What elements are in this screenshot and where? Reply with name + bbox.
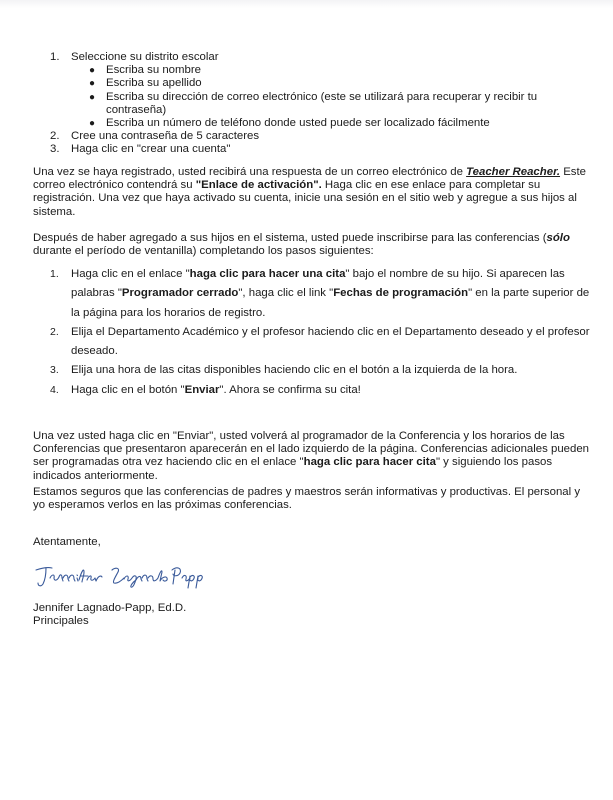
step-number: 3. [50,143,60,156]
step-text-part: Haga clic en el enlace " [71,268,190,280]
emphasis-only: sólo [546,232,570,244]
conference-step-3 [50,361,600,380]
substep-text: Escriba su nombre [106,64,201,77]
paragraph-text: durante el período de ventanilla) completando los pasos siguientes: [33,245,374,258]
step-text: Haga clic en "crear una cuenta" [71,143,231,156]
paragraph-text: Después de haber agregado a sus hijos en el sistema, usted puede inscribirse para las conferencias ( [33,232,547,244]
substep-text: Escriba su dirección de correo electrónico (este se utilizará para recuperar y recibir tu contraseña) [106,90,538,116]
step-number: 3. [50,364,59,377]
registration-steps-list [50,51,590,157]
activation-paragraph [33,166,593,219]
step-text: Elija una hora de las citas disponibles haciendo clic en el botón a la izquierda de la hora. [71,364,518,377]
conference-intro-paragraph [33,232,593,258]
step-text-part: " en la parte superior de la página para los horarios de registro. [71,287,590,319]
bullet-icon: ● [89,91,96,103]
paragraph-text: " y siguiendo los pasos indicados anteriormente. [33,456,553,482]
paragraph-text: Una vez usted haga clic en "Enviar", usted volverá al programador de la Conferencia y los horarios de las Conferencias que presentaron aparecerán en el lado izquierdo de la página. Conferencias adicionales pueden ser programadas otra vez haciendo clic en el enlace " [33,430,589,469]
step-number: 4. [50,383,59,396]
closing-salutation: Atentamente, [33,536,101,548]
substep-item [89,64,590,77]
scheduler-closed-label: Programador cerrado [121,287,239,300]
step-number: 2. [50,325,59,338]
step-number: 2. [50,130,60,143]
step-number: 1. [50,51,60,63]
paragraph-text: Este correo electrónico contendrá su [33,166,586,192]
step-text [71,265,600,323]
make-appointment-link-label: haga clic para hacer una cita [189,268,346,280]
step-text-part: ". Ahora se confirma su cita! [219,383,361,396]
step-text: Seleccione su distrito escolar [71,51,219,63]
bullet-icon: ● [89,65,96,77]
registration-step-1 [50,51,590,64]
step-text: Cree una contraseña de 5 caracteres [71,130,260,143]
handwritten-signature-icon [32,560,232,592]
bullet-icon: ● [89,78,96,90]
step-text-part: " bajo el nombre de su hijo. Si aparecen las palabras " [71,268,565,300]
signer-name: Jennifer Lagnado-Papp, Ed.D. [33,602,187,614]
step-text: Elija el Departamento Académico y el profesor haciendo clic en el Departamento deseado y el profesor deseado. [71,325,590,358]
activation-link-label: "Enlace de activación". [195,179,322,192]
paragraph-text: Haga clic en ese enlace para completar su registración. Una vez que haya activado su cuenta, inicie una sesión en el sitio web y agregue a sus hijos al sistema. [33,179,577,218]
submit-button-label: Enviar [184,383,220,396]
conference-step-4 [50,381,600,400]
after-submit-paragraph [33,430,593,483]
conference-steps-list [50,265,600,400]
closing-note-paragraph: Estamos seguros que las conferencias de padres y maestros serán informativas y productivas. El personal y yo esperamos verlos en las próximas conferencias. [33,486,581,512]
conference-step-2 [50,323,600,362]
step-text-part: Haga clic en el botón " [71,383,185,396]
signer-block [33,602,186,628]
step-text-part: ", haga clic el link " [238,287,334,300]
step-text [71,381,600,400]
step-number: 1. [50,268,59,280]
registration-step-2 [50,130,590,143]
schedule-dates-link-label: Fechas de programación [333,287,469,300]
paragraph-text: Una vez se haya registrado, usted recibirá una respuesta de un correo electrónico de [33,166,467,178]
registration-step-3 [50,143,590,156]
conference-step-1 [50,265,600,323]
teacher-reacher-brand: Teacher Reacher. [466,166,561,178]
signer-title: Principales [33,615,89,628]
substep-text: Escriba un número de teléfono donde usted puede ser localizado fácilmente [106,117,490,130]
registration-substeps [50,64,590,130]
substep-item [89,91,590,117]
bullet-icon: ● [89,118,96,130]
substep-text: Escriba su apellido [106,77,202,90]
substep-item [89,117,590,130]
make-appointment-link-label: haga clic para hacer cita [303,456,436,469]
substep-item [89,77,590,90]
